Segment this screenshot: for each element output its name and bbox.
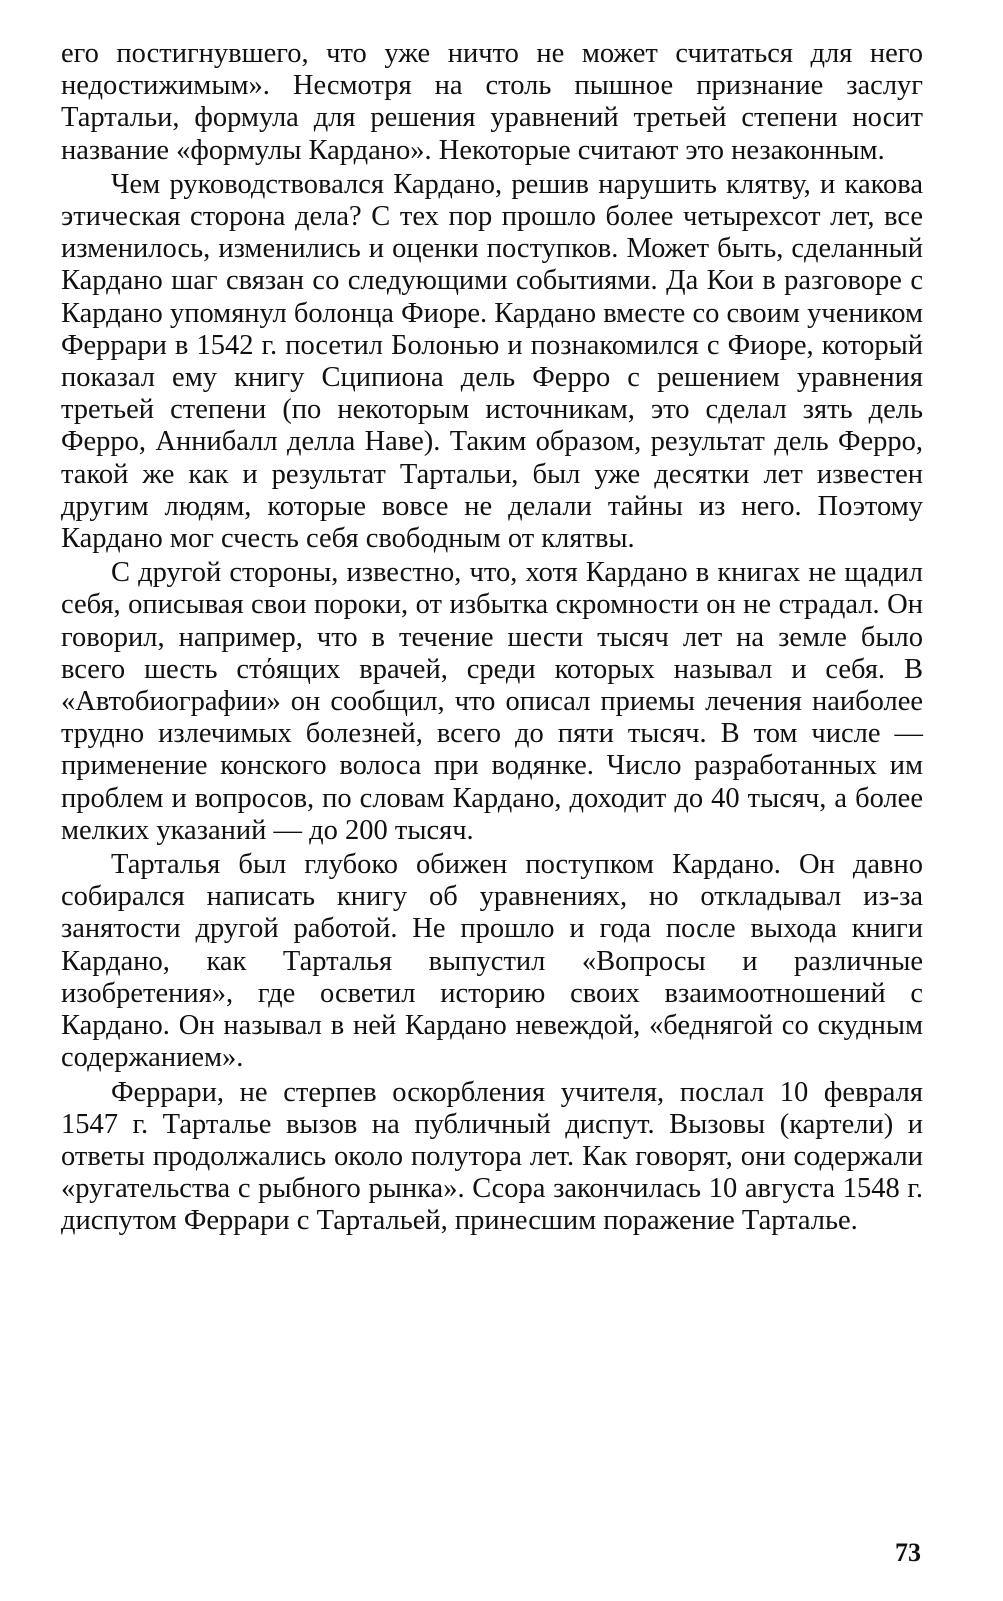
- paragraph: Чем руководствовался Кардано, решив нарушить клятву, и какова этическая сторона дела? С тех пор прошло более четырехсот лет, все изменилось, изменились и оценки поступков. Может быть, сделанный Кардано шаг связан со следующими событиями. Да Кои в разговоре с Кардано упомянул болонца Фиоре. Кардано вместе со своим учеником Феррари в 1542 г. посетил Болонью и познакомился с Фиоре, который показал ему книгу Сципиона дель Ферро с решением уравнения третьей степени (по некоторым источникам, это сделал зять дель Ферро, Аннибалл делла Наве). Таким образом, результат дель Ферро, такой же как и результат Тартальи, был уже десятки лет известен другим людям, которые вовсе не делали тайны из него. Поэтому Кардано мог счесть себя свободным от клятвы.: [61, 168, 923, 555]
- paragraph: Феррари, не стерпев оскорбления учителя, послал 10 февраля 1547 г. Тарталье вызов на публичный диспут. Вызовы (картели) и ответы продолжались около полутора лет. Как говорят, они содержали «ругательства с рыбного рынка». Ссора закончилась 10 августа 1548 г. диспутом Феррари с Тартальей, принесшим поражение Тарталье.: [61, 1076, 923, 1237]
- paragraph: С другой стороны, известно, что, хотя Кардано в книгах не щадил себя, описывая свои пороки, от избытка скромности он не страдал. Он говорил, например, что в течение шести тысяч лет на земле было всего шесть стόящих врачей, среди которых называл и себя. В «Автобиографии» он сообщил, что описал приемы лечения наиболее трудно излечимых болезней, всего до пяти тысяч. В том числе — применение конского волоса при водянке. Число разработанных им проблем и вопросов, по словам Кардано, доходит до 40 тысяч, а более мелких указаний — до 200 тысяч.: [61, 557, 923, 846]
- paragraph: Тарталья был глубоко обижен поступком Кардано. Он давно собирался написать книгу об уравнениях, но откладывал из-за занятости другой работой. Не прошло и года после выхода книги Кардано, как Тарталья выпустил «Вопросы и различные изобретения», где осветил историю своих взаимоотношений с Кардано. Он называл в ней Кардано невеждой, «беднягой со скудным содержанием».: [61, 849, 923, 1074]
- page-number: 73: [895, 1538, 921, 1567]
- paragraph: его постигнувшего, что уже ничто не может считаться для него недостижимым». Несмотря на столь пышное признание заслуг Тартальи, формула для решения уравнений третьей степени носит название «формулы Кардано». Некоторые считают это незаконным.: [61, 38, 923, 166]
- body-text: [61, 38, 923, 1238]
